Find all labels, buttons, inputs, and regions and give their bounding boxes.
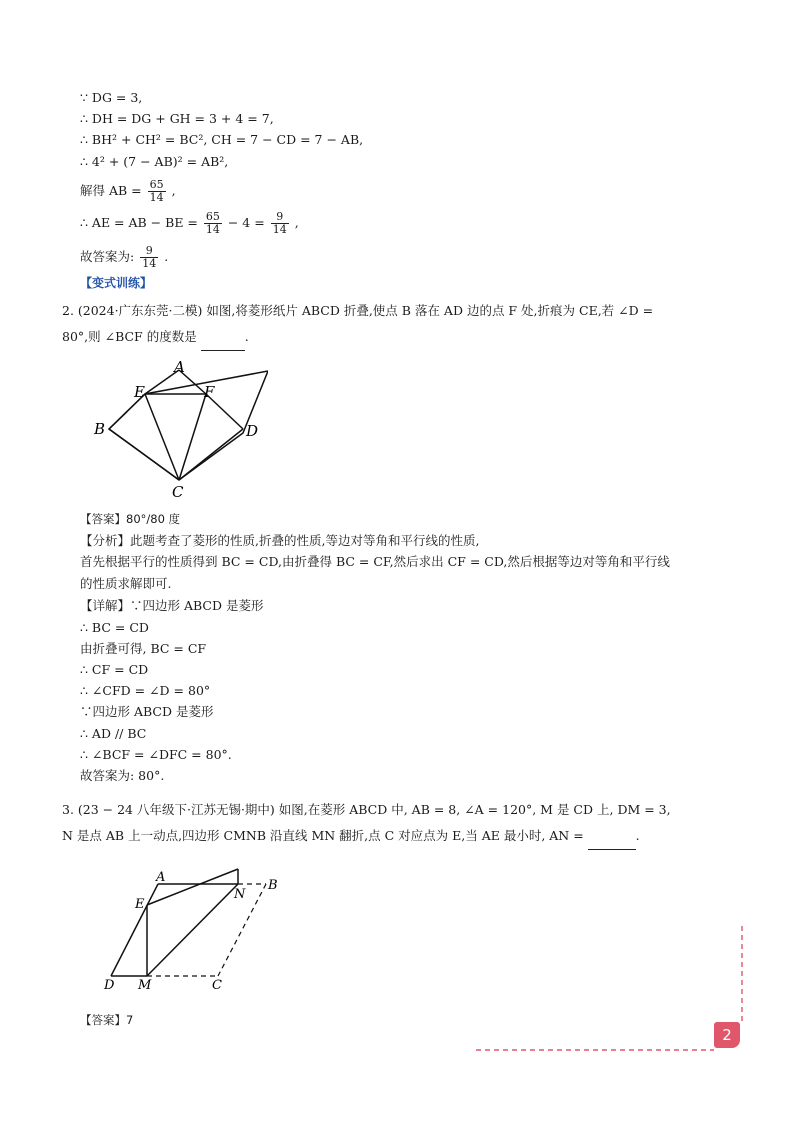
answer-blank[interactable] xyxy=(588,823,636,850)
text-span: 故答案为: xyxy=(80,249,135,264)
text-span: , xyxy=(171,183,176,198)
text-span: 80°,则 ∠BCF 的度数是 xyxy=(62,329,197,344)
numerator: 65 xyxy=(149,178,164,191)
fraction xyxy=(271,211,289,236)
label-m: M xyxy=(138,978,152,993)
text-line: ∴ DH = DG + GH = 3 + 4 = 7, xyxy=(80,111,274,126)
label-c: C xyxy=(172,483,184,500)
text-line-fraction xyxy=(80,242,168,272)
detail-line: ∵四边形 ABCD 是菱形 xyxy=(80,704,214,719)
text-span: . xyxy=(635,828,640,843)
analysis-line: 【分析】此题考查了菱形的性质,折叠的性质,等边对等角和平行线的性质, xyxy=(80,533,480,548)
section-title: 【变式训练】 xyxy=(80,276,153,290)
label-n: N xyxy=(234,887,246,902)
denominator: 14 xyxy=(272,223,287,236)
analysis-line: 首先根据平行的性质得到 BC = CD,由折叠得 BC = CF,然后求出 CF = CD,然后根据等边对等角和平行线 xyxy=(80,554,670,569)
label-f: F xyxy=(204,383,215,401)
label-d: D xyxy=(246,422,259,440)
detail-line: 由折叠可得, BC = CF xyxy=(80,641,207,656)
label-a: A xyxy=(156,870,166,885)
figure-rhombus-fold xyxy=(88,355,268,500)
text-span: . xyxy=(244,329,249,344)
page-number: 2 xyxy=(714,1022,740,1048)
text-span: . xyxy=(164,249,169,264)
denominator: 14 xyxy=(142,257,157,270)
answer-label: 【答案】80°/80 度 xyxy=(80,512,181,526)
question-line: 2. (2024·广东东莞·二模) 如图,将菱形纸片 ABCD 折叠,使点 B 落在 AD 边的点 F 处,折痕为 CE,若 ∠D = xyxy=(62,303,654,318)
denominator: 14 xyxy=(205,223,220,236)
figure-outline xyxy=(109,371,268,480)
detail-line: ∴ AD // BC xyxy=(80,726,147,741)
text-span: 解得 AB = xyxy=(80,183,142,198)
question-line: 3. (23 − 24 八年级下·江苏无锡·期中) 如图,在菱形 ABCD 中, AB = 8, ∠A = 120°, M 是 CD 上, DM = 3, xyxy=(62,802,671,817)
figure-rhombus-flip xyxy=(100,865,290,995)
segment-dc xyxy=(179,429,243,480)
question-2 xyxy=(62,298,752,351)
text-line-fraction xyxy=(80,208,299,238)
answer-label: 【答案】7 xyxy=(80,1013,134,1027)
detail-line: 【详解】∵四边形 ABCD 是菱形 xyxy=(80,598,264,613)
label-e: E xyxy=(135,897,145,912)
label-a: A xyxy=(174,358,185,376)
question-3 xyxy=(62,797,752,850)
numerator: 9 xyxy=(271,211,289,224)
fraction xyxy=(148,179,166,204)
label-b: B xyxy=(94,420,106,438)
text-line: ∴ BH² + CH² = BC², CH = 7 − CD = 7 − AB, xyxy=(80,132,364,147)
text-span: ∴ AE = AB − BE = xyxy=(80,215,198,230)
label-b: B xyxy=(268,878,278,893)
text-line: ∴ 4² + (7 − AB)² = AB², xyxy=(80,154,229,169)
text-span: − 4 = xyxy=(227,215,265,230)
text-span: , xyxy=(294,215,299,230)
segment-af xyxy=(206,371,268,394)
text-line-fraction xyxy=(80,176,176,206)
text-span: N 是点 AB 上一动点,四边形 CMNB 沿直线 MN 翻折,点 C 对应点为 E,当 AE 最小时, AN = xyxy=(62,828,584,843)
question-line xyxy=(62,823,752,850)
detail-line: ∴ ∠CFD = ∠D = 80° xyxy=(80,683,211,698)
detail-line: 故答案为: 80°. xyxy=(80,768,165,783)
segment-fc xyxy=(179,394,206,480)
label-e: E xyxy=(134,383,145,401)
denominator: 14 xyxy=(149,191,164,204)
answer-blank[interactable] xyxy=(201,324,245,351)
detail-line: ∴ CF = CD xyxy=(80,662,149,677)
detail-line: ∴ ∠BCF = ∠DFC = 80°. xyxy=(80,747,232,762)
numerator: 65 xyxy=(205,210,220,223)
label-c: C xyxy=(212,978,222,993)
analysis-line: 的性质求解即可. xyxy=(80,576,172,591)
fraction xyxy=(204,211,222,236)
numerator: 9 xyxy=(140,245,158,258)
fold-line-mn xyxy=(147,884,238,976)
detail-line: ∴ BC = CD xyxy=(80,620,149,635)
text-line: ∵ DG = 3, xyxy=(80,90,143,105)
question-line xyxy=(62,324,752,351)
fraction xyxy=(140,245,158,270)
label-d: D xyxy=(104,978,115,993)
